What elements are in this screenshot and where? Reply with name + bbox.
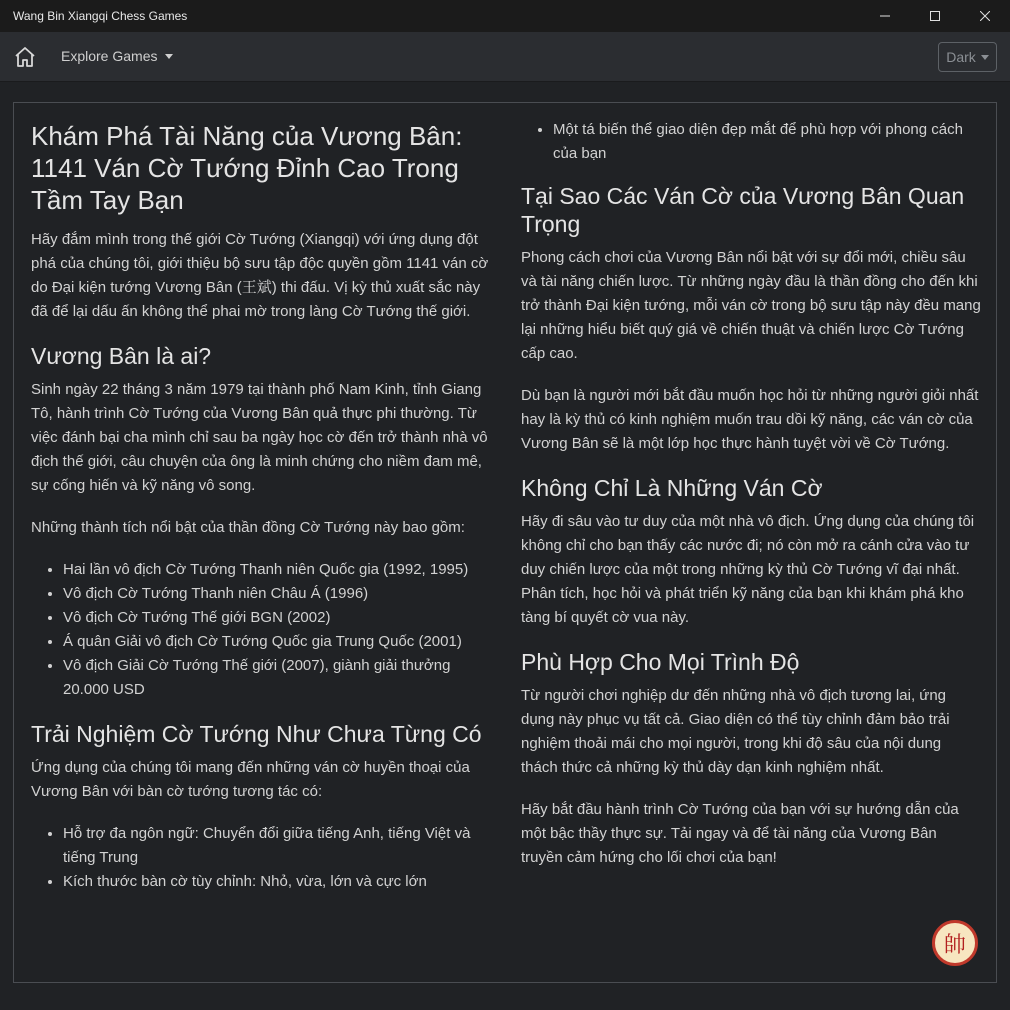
why-paragraph-2: Dù bạn là người mới bắt đầu muốn học hỏi từ những người giỏi nhất hay là kỳ thủ có kinh nghiệm muốn trau dồi kỹ năng, các ván cờ của Vương Bân sẽ là một lớp học thực hành tuyệt vời về Cờ Tướng. bbox=[521, 387, 979, 452]
title-bar bbox=[0, 0, 1010, 32]
list-item: • Hai lần vô địch Cờ Tướng Thanh niên Quốc gia (1992, 1995) bbox=[63, 558, 493, 582]
home-icon bbox=[13, 45, 37, 69]
maximize-icon bbox=[930, 11, 940, 21]
achievements-list bbox=[31, 558, 493, 702]
levels-heading: Phù Hợp Cho Mọi Trình Độ bbox=[521, 649, 800, 675]
left-column bbox=[31, 120, 493, 894]
who-heading: Vương Bân là ai? bbox=[31, 343, 212, 369]
experience-paragraph: Ứng dụng của chúng tôi mang đến những ván cờ huyền thoại của Vương Bân với bàn cờ tướng tương tác có: bbox=[31, 759, 470, 800]
features-list bbox=[31, 822, 493, 894]
levels-paragraph-2: Hãy bắt đầu hành trình Cờ Tướng của bạn với sự hướng dẫn của một bậc thầy thực sự. Tải ngay và để tài năng của Vương Bân truyền cảm hứng cho lối chơi của bạn! bbox=[521, 801, 959, 866]
xiangqi-piece-button[interactable] bbox=[932, 920, 978, 966]
achievements-intro: Những thành tích nổi bật của thần đồng Cờ Tướng này bao gồm: bbox=[31, 519, 465, 536]
chevron-down-icon bbox=[165, 54, 173, 59]
more-heading: Không Chỉ Là Những Ván Cờ bbox=[521, 475, 823, 501]
who-paragraph: Sinh ngày 22 tháng 3 năm 1979 tại thành phố Nam Kinh, tỉnh Giang Tô, hành trình Cờ Tướng của Vương Bân quả thực phi thường. Từ việc đánh bại cha mình chỉ sau ba ngày học cờ đến trở thành nhà vô địch thế giới, câu chuyện của ông là minh chứng cho niềm đam mê, sự cống hiến và kỹ năng vô song. bbox=[31, 381, 488, 494]
content-panel bbox=[13, 102, 997, 983]
right-column bbox=[521, 118, 981, 888]
home-button[interactable] bbox=[13, 45, 37, 69]
general-piece-icon: 帥 bbox=[943, 932, 966, 958]
maximize-button[interactable] bbox=[910, 0, 960, 32]
list-item: • Vô địch Giải Cờ Tướng Thế giới (2007), giành giải thưởng 20.000 USD bbox=[63, 654, 493, 702]
experience-heading: Trải Nghiệm Cờ Tướng Như Chưa Từng Có bbox=[31, 721, 482, 747]
theme-label: Dark bbox=[946, 49, 976, 65]
more-paragraph: Hãy đi sâu vào tư duy của một nhà vô địch. Ứng dụng của chúng tôi không chỉ cho bạn thấy các nước đi; nó còn mở ra cánh cửa vào tư duy chiến lược của một trong những kỳ thủ Cờ Tướng vĩ đại nhất. Phân tích, học hỏi và phát triển kỹ năng của bạn khi khám phá kho tàng bí quyết cờ vua này. bbox=[521, 513, 975, 626]
list-item: • Kích thước bàn cờ tùy chỉnh: Nhỏ, vừa, lớn và cực lớn bbox=[63, 870, 493, 894]
explore-games-menu[interactable] bbox=[61, 48, 173, 64]
list-item: • Hỗ trợ đa ngôn ngữ: Chuyển đổi giữa tiếng Anh, tiếng Việt và tiếng Trung bbox=[63, 822, 493, 870]
close-icon bbox=[980, 11, 990, 21]
minimize-button[interactable] bbox=[860, 0, 910, 32]
explore-games-label: Explore Games bbox=[61, 48, 158, 64]
list-item: • Vô địch Cờ Tướng Thanh niên Châu Á (1996) bbox=[63, 582, 493, 606]
close-button[interactable] bbox=[960, 0, 1010, 32]
chevron-down-icon bbox=[981, 55, 989, 60]
list-item: • Một tá biến thể giao diện đẹp mắt để phù hợp với phong cách của bạn bbox=[553, 118, 981, 166]
list-item: • Vô địch Cờ Tướng Thế giới BGN (2002) bbox=[63, 606, 493, 630]
page-title: Khám Phá Tài Năng của Vương Bân: 1141 Ván Cờ Tướng Đỉnh Cao Trong Tầm Tay Bạn bbox=[31, 121, 463, 215]
theme-selector[interactable] bbox=[938, 42, 997, 72]
navbar bbox=[0, 32, 1010, 82]
why-paragraph-1: Phong cách chơi của Vương Bân nổi bật với sự đổi mới, chiều sâu và tài năng chiến lược. Từ những ngày đầu là thần đồng cho đến khi trở thành Đại kiện tướng, mỗi ván cờ trong bộ sưu tập này đều mang lại những hiểu biết quý giá về chiến thuật và chiến lược Cờ Tướng cấp cao. bbox=[521, 249, 981, 362]
features-list-continued bbox=[521, 118, 981, 166]
list-item: • Á quân Giải vô địch Cờ Tướng Quốc gia Trung Quốc (2001) bbox=[63, 630, 493, 654]
why-heading: Tại Sao Các Ván Cờ của Vương Bân Quan Trọng bbox=[521, 183, 965, 237]
minimize-icon bbox=[880, 11, 890, 21]
intro-paragraph: Hãy đắm mình trong thế giới Cờ Tướng (Xiangqi) với ứng dụng đột phá của chúng tôi, giới thiệu bộ sưu tập độc quyền gồm 1141 ván cờ do Đại kiện tướng Vương Bân (王斌) thi đấu. Vị kỳ thủ xuất sắc này đã để lại dấu ấn không thể phai mờ trong làng Cờ Tướng thế giới. bbox=[31, 231, 489, 320]
levels-paragraph-1: Từ người chơi nghiệp dư đến những nhà vô địch tương lai, ứng dụng này phục vụ tất cả. Giao diện có thể tùy chỉnh đảm bảo trải nghiệm thoải mái cho mọi người, trong khi độ sâu của nội dung thách thức cả những kỳ thủ dày dạn kinh nghiệm nhất. bbox=[521, 687, 950, 776]
window-title: Wang Bin Xiangqi Chess Games bbox=[13, 9, 188, 23]
